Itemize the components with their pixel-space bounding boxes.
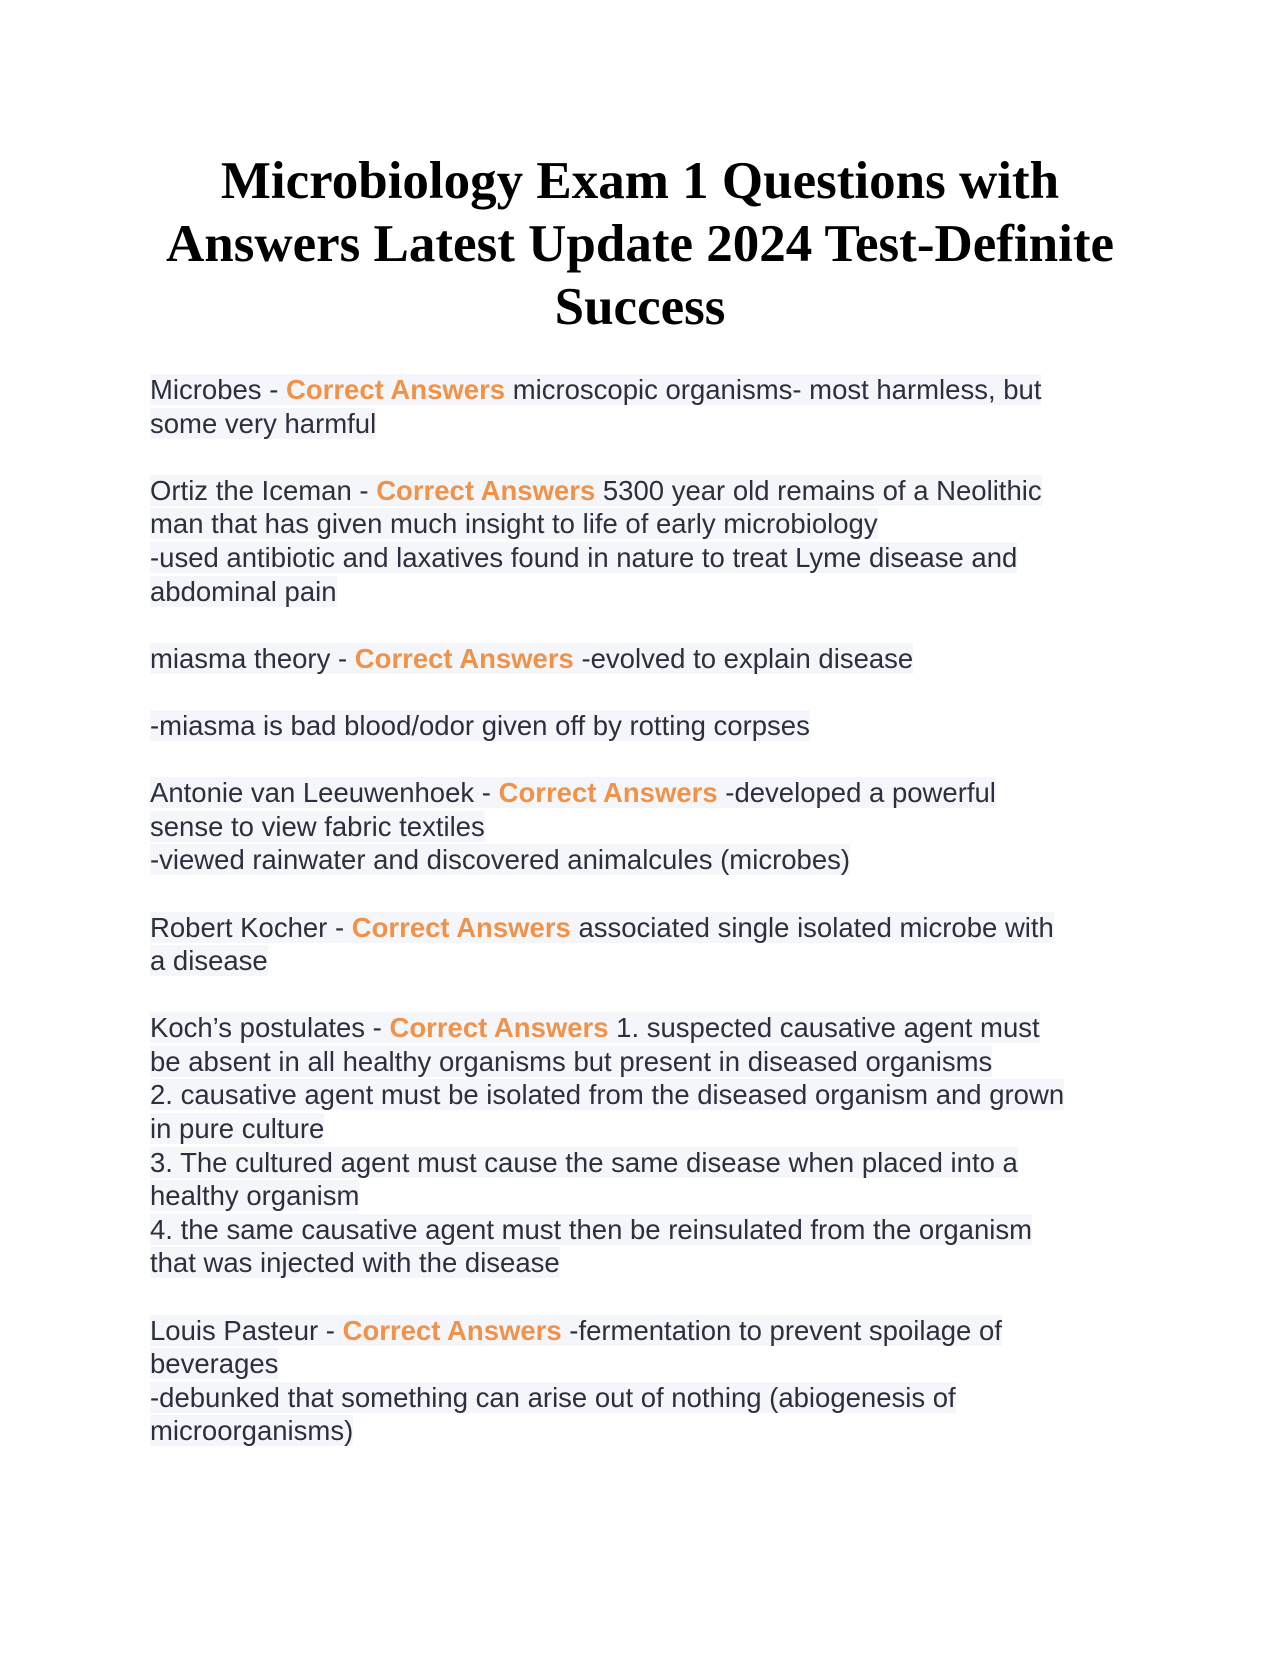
title-line: Success — [554, 278, 726, 336]
term-label: Louis Pasteur - — [150, 1314, 343, 1346]
answer-line: -miasma is bad blood/odor given off by rotting corpses — [150, 709, 810, 741]
correct-answers-label: Correct Answers — [354, 642, 574, 674]
entry-first-line — [150, 474, 1130, 508]
answer-line: healthy organism — [150, 1180, 360, 1212]
answer-text: -fermentation to prevent spoilage of — [561, 1314, 1002, 1346]
answer-line: beverages — [150, 1348, 279, 1380]
term-label: Koch’s postulates - — [150, 1012, 390, 1044]
answer-line: -used antibiotic and laxatives found in nature to treat Lyme disease and — [150, 541, 1018, 573]
answer-line: -debunked that something can arise out of nothing (abiogenesis of — [150, 1381, 956, 1413]
answer-line: sense to view fabric textiles — [150, 810, 485, 842]
document-title — [140, 150, 1140, 339]
correct-answers-label: Correct Answers — [389, 1012, 609, 1044]
title-line: Microbiology Exam 1 Questions with — [220, 152, 1060, 210]
answer-line: a disease — [150, 945, 268, 977]
correct-answers-label: Correct Answers — [342, 1314, 562, 1346]
qa-entry-robert-kocher — [150, 911, 1130, 978]
answer-line: man that has given much insight to life of early microbiology — [150, 508, 878, 540]
answer-text: 5300 year old remains of a Neolithic — [595, 474, 1042, 506]
correct-answers-label: Correct Answers — [351, 911, 571, 943]
answer-text: microscopic organisms- most harmless, but — [505, 374, 1042, 405]
correct-answers-label: Correct Answers — [376, 474, 596, 506]
qa-entry-microbes — [150, 373, 1130, 440]
term-label: Antonie van Leeuwenhoek - — [150, 777, 499, 809]
qa-entry-ortiz-iceman — [150, 474, 1130, 608]
entry-first-line — [150, 1314, 1130, 1348]
correct-answers-label: Correct Answers — [498, 777, 718, 809]
entry-first-line — [150, 911, 1130, 945]
entry-first-line — [150, 642, 1130, 676]
title-line: Answers Latest Update 2024 Test-Definite — [165, 215, 1115, 273]
entry-first-line — [150, 1011, 1130, 1045]
qa-list — [150, 373, 1130, 1482]
answer-line: 4. the same causative agent must then be reinsulated from the organism — [150, 1213, 1033, 1245]
term-label: miasma theory - — [150, 642, 355, 674]
answer-line: that was injected with the disease — [150, 1247, 560, 1279]
entry-first-line — [150, 776, 1130, 810]
answer-line: microorganisms) — [150, 1415, 354, 1447]
answer-line: 3. The cultured agent must cause the same disease when placed into a — [150, 1146, 1018, 1178]
answer-line: be absent in all healthy organisms but present in diseased organisms — [150, 1045, 993, 1077]
answer-line: -viewed rainwater and discovered animalcules (microbes) — [150, 844, 851, 876]
answer-text: -evolved to explain disease — [573, 642, 914, 674]
qa-entry-kochs-postulates — [150, 1011, 1130, 1280]
entry-first-line — [150, 373, 1130, 407]
qa-entry-miasma-theory — [150, 642, 1130, 676]
qa-entry-leeuwenhoek — [150, 776, 1130, 877]
answer-line: in pure culture — [150, 1113, 325, 1145]
answer-text: associated single isolated microbe with — [570, 911, 1054, 943]
term-label: Ortiz the Iceman - — [150, 474, 377, 506]
answer-text: -developed a powerful — [717, 777, 996, 809]
answer-line: abdominal pain — [150, 575, 337, 607]
qa-entry-miasma-detail — [150, 709, 1130, 743]
term-label: Microbes - — [150, 374, 286, 405]
answer-line: 2. causative agent must be isolated from the diseased organism and grown — [150, 1079, 1065, 1111]
correct-answers-label: Correct Answers — [286, 374, 506, 405]
answer-line: some very harmful — [150, 407, 377, 439]
qa-entry-louis-pasteur — [150, 1314, 1130, 1448]
answer-text: 1. suspected causative agent must — [608, 1012, 1040, 1044]
term-label: Robert Kocher - — [150, 911, 352, 943]
